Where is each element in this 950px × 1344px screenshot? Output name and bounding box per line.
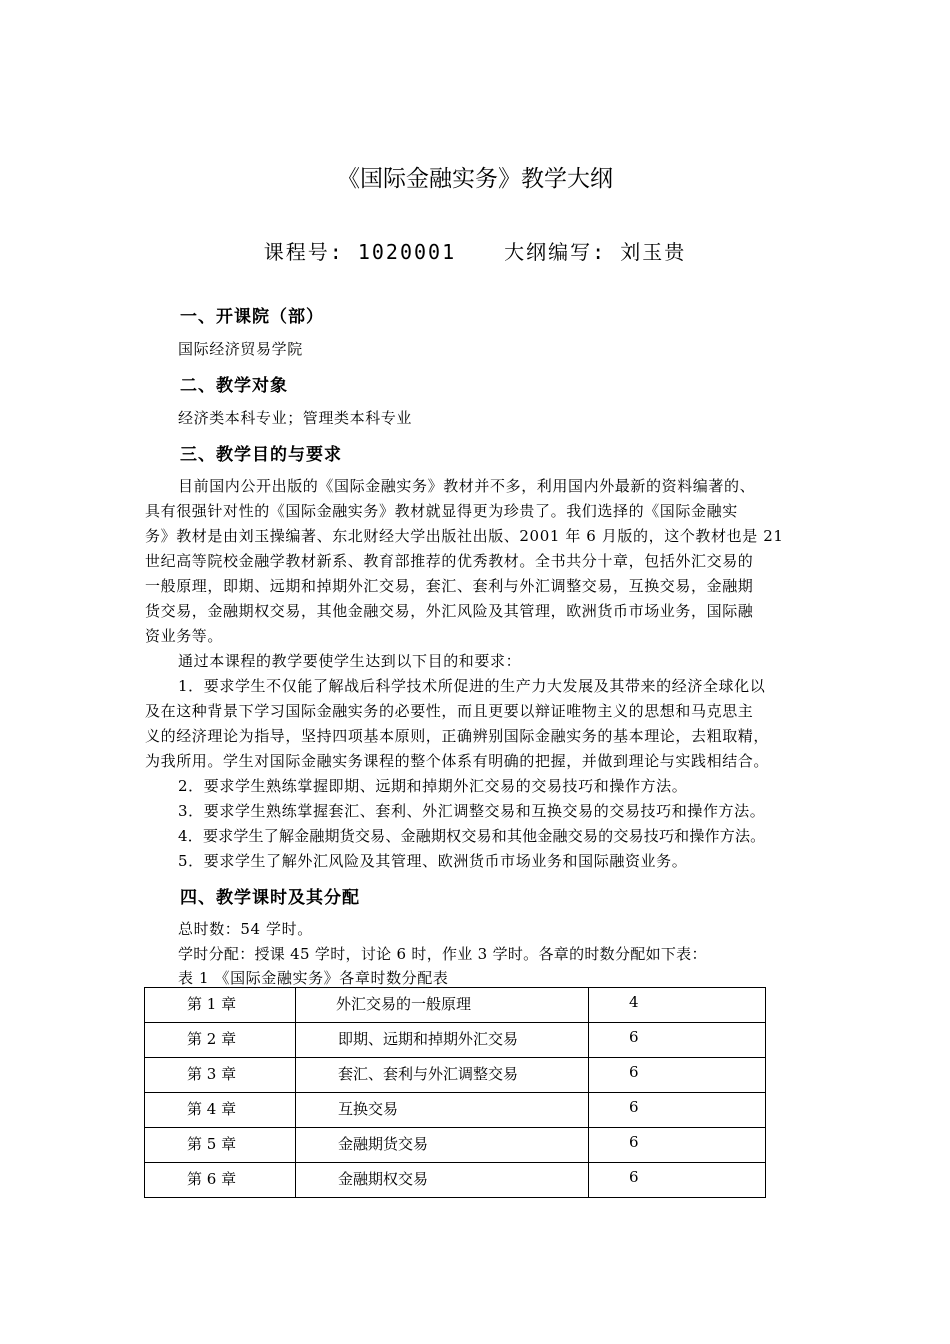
topic-cell: 金融期权交易	[338, 1170, 429, 1188]
chapter-cell: 第 4 章	[187, 1100, 237, 1118]
chapter-hours-table	[144, 987, 766, 1198]
requirement-item: 2．要求学生熟练掌握即期、远期和掉期外汇交易的交易技巧和操作方法。	[178, 777, 688, 795]
course-number: 课程号: 1020001	[263, 240, 457, 264]
section-2-heading: 二、教学对象	[180, 376, 288, 396]
topic-cell: 外汇交易的一般原理	[336, 995, 472, 1013]
paragraph-line: 目前国内公开出版的《国际金融实务》教材并不多，利用国内外最新的资料编著的、	[178, 477, 756, 495]
paragraph-line: 具有很强针对性的《国际金融实务》教材就显得更为珍贵了。我们选择的《国际金融实	[145, 502, 738, 520]
table-row	[145, 1093, 766, 1128]
paragraph-line: 资业务等。	[145, 627, 224, 645]
page-title: 《国际金融实务》教学大纲	[337, 166, 613, 192]
section-1-body: 国际经济贸易学院	[178, 340, 303, 358]
section-3-heading: 三、教学目的与要求	[180, 445, 342, 465]
hours-allocation: 学时分配：授课 45 学时，讨论 6 时，作业 3 学时。各章的时数分配如下表：	[178, 945, 707, 963]
paragraph-line: 世纪高等院校金融学教材新系、教育部推荐的优秀教材。全书共分十章，包括外汇交易的	[145, 552, 754, 570]
section-4-heading: 四、教学课时及其分配	[180, 888, 360, 908]
hours-cell: 6	[629, 1063, 639, 1081]
topic-cell: 互换交易	[338, 1100, 399, 1118]
table-row	[145, 1058, 766, 1093]
requirement-item: 5．要求学生了解外汇风险及其管理、欧洲货币市场业务和国际融资业务。	[178, 852, 688, 870]
requirement-item: 4．要求学生了解金融期货交易、金融期权交易和其他金融交易的交易技巧和操作方法。	[178, 827, 766, 845]
paragraph-line: 务》教材是由刘玉操编著、东北财经大学出版社出版、2001 年 6 月版的，这个教材也是 21	[145, 527, 784, 545]
chapter-cell: 第 2 章	[187, 1030, 237, 1048]
hours-cell: 6	[629, 1098, 639, 1116]
course-meta	[0, 236, 950, 265]
table-row	[145, 988, 766, 1023]
table-row	[145, 1128, 766, 1163]
requirement-item: 3．要求学生熟练掌握套汇、套利、外汇调整交易和互换交易的交易技巧和操作方法。	[178, 802, 766, 820]
hours-cell: 6	[629, 1168, 639, 1186]
table-caption: 表 1 《国际金融实务》各章时数分配表	[178, 969, 449, 987]
paragraph-line: 通过本课程的教学要使学生达到以下目的和要求：	[178, 652, 522, 670]
section-2-body: 经济类本科专业；管理类本科专业	[178, 409, 413, 427]
requirement-item: 为我所用。学生对国际金融实务课程的整个体系有明确的把握，并做到理论与实践相结合。	[145, 752, 770, 770]
hours-cell: 4	[629, 993, 639, 1011]
chapter-cell: 第 6 章	[187, 1170, 237, 1188]
chapter-cell: 第 5 章	[187, 1135, 237, 1153]
section-1-heading: 一、开课院（部）	[180, 307, 324, 327]
topic-cell: 即期、远期和掉期外汇交易	[338, 1030, 519, 1048]
chapter-cell: 第 1 章	[187, 995, 237, 1013]
chapter-cell: 第 3 章	[187, 1065, 237, 1083]
topic-cell: 套汇、套利与外汇调整交易	[338, 1065, 519, 1083]
hours-cell: 6	[629, 1028, 639, 1046]
requirement-item: 1．要求学生不仅能了解战后科学技术所促进的生产力大发展及其带来的经济全球化以	[178, 677, 766, 695]
table-row	[145, 1163, 766, 1198]
requirement-item: 义的经济理论为指导，坚持四项基本原则，正确辨别国际金融实务的基本理论，去粗取精，	[145, 727, 770, 745]
requirement-item: 及在这种背景下学习国际金融实务的必要性，而且更要以辩证唯物主义的思想和马克思主	[145, 702, 754, 720]
paragraph-line: 货交易，金融期权交易，其他金融交易，外汇风险及其管理，欧洲货币市场业务，国际融	[145, 602, 754, 620]
paragraph-line: 一般原理，即期、远期和掉期外汇交易，套汇、套利与外汇调整交易，互换交易，金融期	[145, 577, 754, 595]
hours-cell: 6	[629, 1133, 639, 1151]
table-row	[145, 1023, 766, 1058]
outline-author: 大纲编写: 刘玉贵	[504, 240, 687, 264]
total-hours: 总时数：54 学时。	[178, 920, 313, 938]
topic-cell: 金融期货交易	[338, 1135, 429, 1153]
